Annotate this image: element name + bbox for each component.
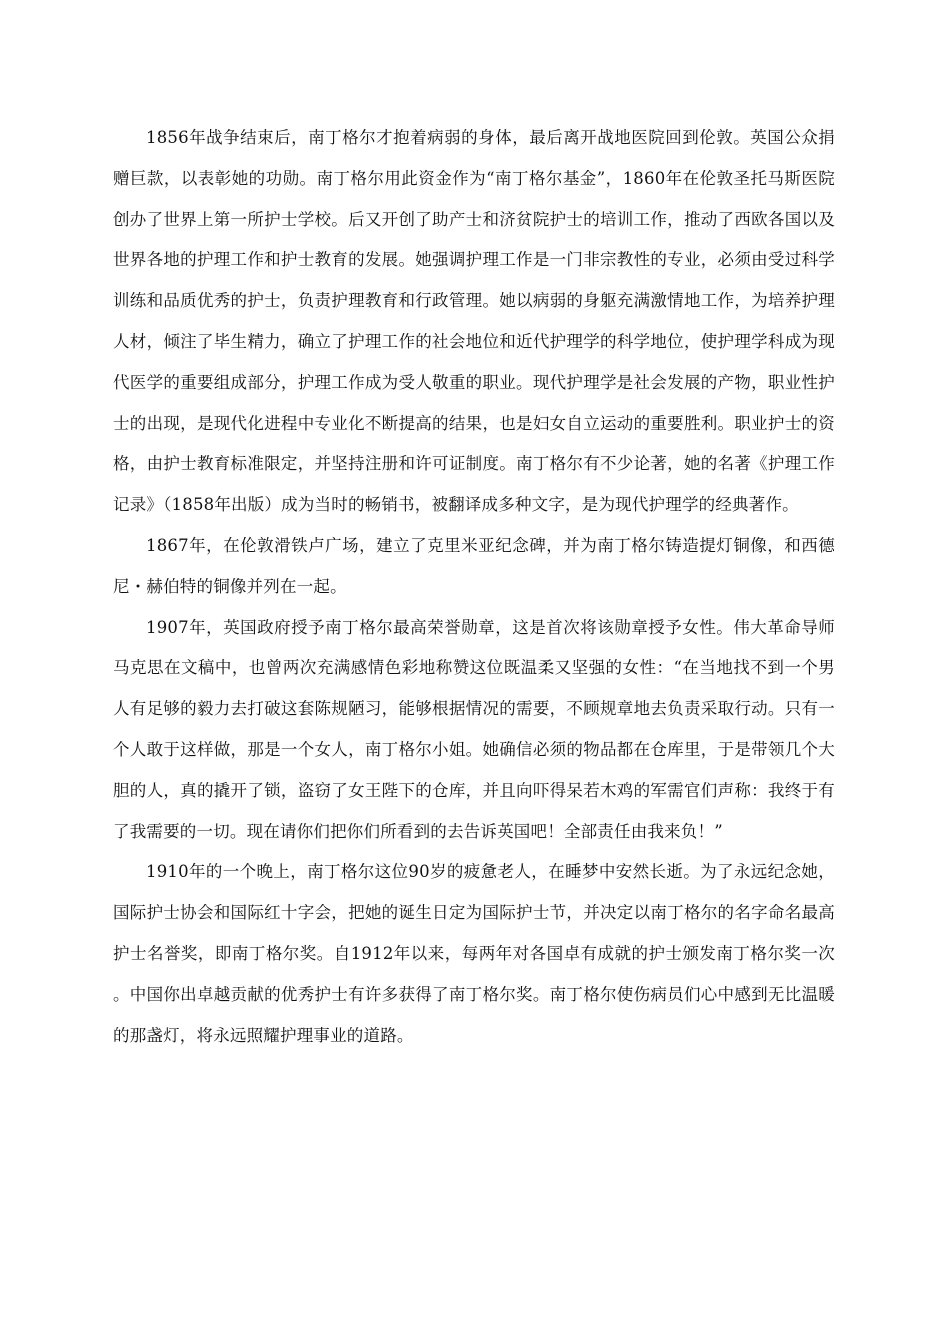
document-body	[113, 118, 835, 1056]
paragraph-1: 1856年战争结束后，南丁格尔才抱着病弱的身体，最后离开战地医院回到伦敦。英国公众捐赠巨款，以表彰她的功勋。南丁格尔用此资金作为“南丁格尔基金”，1860年在伦敦圣托马斯医院创办了世界上第一所护士学校。后又开创了助产士和济贫院护士的培训工作，推动了西欧各国以及世界各地的护理工作和护士教育的发展。她强调护理工作是一门非宗教性的专业，必须由受过科学训练和品质优秀的护士，负责护理教育和行政管理。她以病弱的身躯充满激情地工作，为培养护理人材，倾注了毕生精力，确立了护理工作的社会地位和近代护理学的科学地位，使护理学科成为现代医学的重要组成部分，护理工作成为受人敬重的职业。现代护理学是社会发展的产物，职业性护士的出现，是现代化进程中专业化不断提高的结果，也是妇女自立运动的重要胜利。职业护士的资格，由护士教育标准限定，并坚持注册和许可证制度。南丁格尔有不少论著，她的名著《护理工作记录》（1858年出版）成为当时的畅销书，被翻译成多种文字，是为现代护理学的经典著作。	[113, 128, 835, 515]
paragraph-3: 1907年，英国政府授予南丁格尔最高荣誉勋章，这是首次将该勋章授予女性。伟大革命导师马克思在文稿中，也曾两次充满感情色彩地称赞这位既温柔又坚强的女性：“在当地找不到一个男人有足够的毅力去打破这套陈规陋习，能够根据情况的需要，不顾规章地去负责采取行动。只有一个人敢于这样做，那是一个女人，南丁格尔小姐。她确信必须的物品都在仓库里，于是带领几个大胆的人，真的撬开了锁，盗窃了女王陛下的仓库，并且向吓得呆若木鸡的军需官们声称：我终于有了我需要的一切。现在请你们把你们所看到的去告诉英国吧！全部责任由我来负！”	[113, 617, 835, 841]
paragraph-4: 1910年的一个晚上，南丁格尔这位90岁的疲惫老人，在睡梦中安然长逝。为了永远纪念她，国际护士协会和国际红十字会，把她的诞生日定为国际护士节，并决定以南丁格尔的名字命名最高护士名誉奖，即南丁格尔奖。自1912年以来，每两年对各国卓有成就的护士颁发南丁格尔奖一次。中国你出卓越贡献的优秀护士有许多获得了南丁格尔奖。南丁格尔使伤病员们心中感到无比温暖的那盏灯，将永远照耀护理事业的道路。	[113, 862, 835, 1045]
paragraph-2: 1867年，在伦敦滑铁卢广场，建立了克里米亚纪念碑，并为南丁格尔铸造提灯铜像，和西德尼・赫伯特的铜像并列在一起。	[113, 535, 835, 596]
